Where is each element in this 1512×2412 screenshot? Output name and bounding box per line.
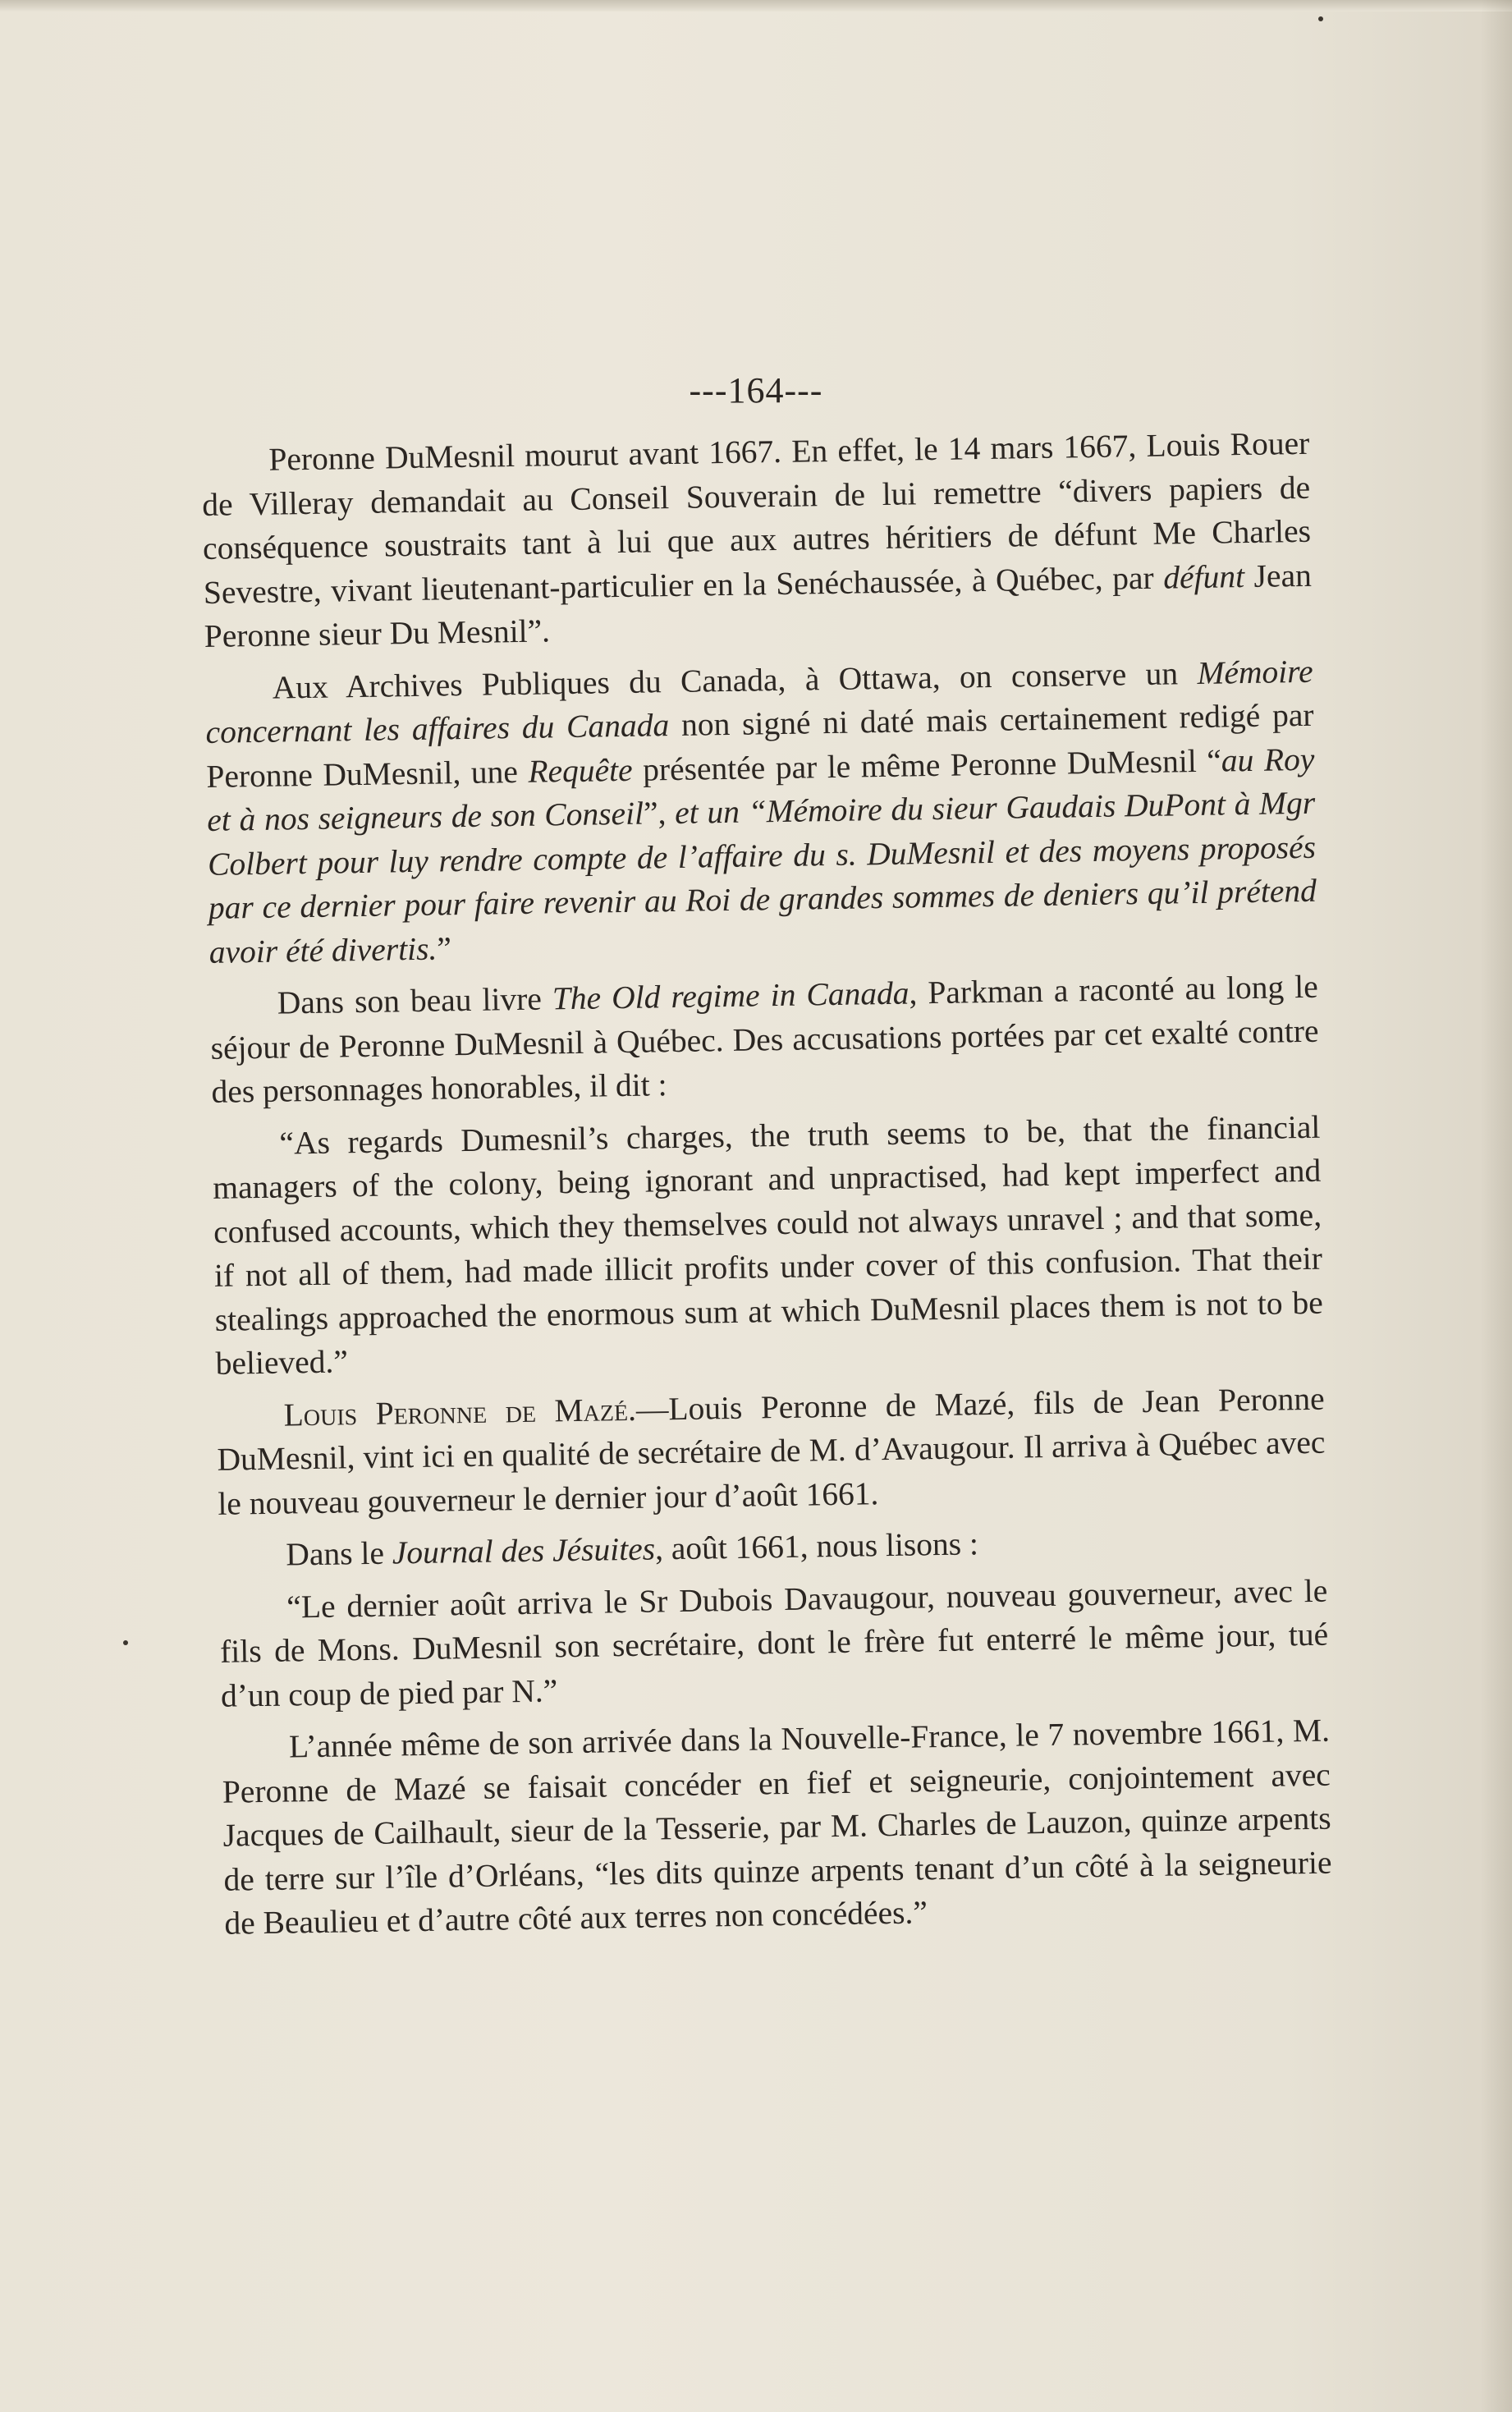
paragraph-text: ”, <box>643 794 676 832</box>
page-body <box>201 422 1333 1954</box>
ink-speck <box>1318 16 1323 21</box>
paragraph-text: Jean Peronne sieur Du Mesnil”. <box>204 557 1313 654</box>
italic-title: Requête <box>528 751 633 790</box>
paragraph-text: —Louis Peronne de Mazé, fils de Jean Peronne DuMesnil, vint ici en qualité de secrétaire de M. d’Avaugour. Il arriva à Québec avec le nouveau gouverneur le dernier jour d’août 1661. <box>217 1380 1326 1522</box>
italic-title: et un “Mémoire du sieur Gaudais DuPont à Mgr Colbert pour luy rendre compte de l’affaire du s. DuMesnil et des moyens proposés par ce dernier pour faire revenir au Roi de grandes sommes de deniers qu’il prétend avoir été divertis. <box>207 784 1317 970</box>
section-heading: Louis Peronne de Mazé. <box>283 1391 637 1433</box>
paragraph-3 <box>209 965 1319 1115</box>
italic-term: défunt <box>1162 557 1245 596</box>
paragraph-4 <box>216 1377 1326 1526</box>
quotation-parkman: “As regards Dumesnil’s charges, the truth seems to be, that the financial managers of the colony, being ignorant and unpractised, had kept imperfect and confused accounts, which they themselves could not always unravel ; and that some, if not all of them, had made illicit profits under cover of this confusion. That their stealings approached the enormous sum at which DuMesnil places them is not to be believed.” <box>212 1108 1324 1382</box>
italic-title: Mémoire concernant les affaires du Canada <box>205 653 1313 750</box>
italic-title: Journal des Jésuites <box>392 1530 656 1571</box>
paragraph-text: , Parkman a raconté au long le séjour de Peronne DuMesnil à Québec. Des accusations portées par cet exalté contre des personnages honorables, il dit : <box>210 968 1319 1110</box>
paragraph-text: Dans son beau livre <box>277 980 553 1021</box>
paragraph-6: L’année même de son arrivée dans la Nouvelle-France, le 7 novembre 1661, M. Peronne de Mazé se faisait concéder en fief et seigneurie, conjointement avec Jacques de Cailhault, sieur de la Tesserie, par M. Charles de Lauzon, quinze arpents de terre sur l’île d’Orléans, “les dits quinze arpents tenant d’un côté à la seigneurie de Beaulieu et d’autre côté aux terres non concédées.” <box>222 1712 1332 1942</box>
paragraph-text: présentée par le même Peronne DuMesnil “ <box>632 742 1222 788</box>
paragraph-text: Dans le <box>286 1534 393 1573</box>
quotation-journal: “Le dernier août arriva le Sr Dubois Davaugour, nouveau gouverneur, avec le fils de Mons. DuMesnil son secrétaire, dont le frère fut enterré le même jour, tué d’un coup de pied par N.” <box>219 1572 1329 1714</box>
ink-speck <box>123 1640 128 1645</box>
paragraph-text: Aux Archives Publiques du Canada, à Ottawa, on conserve un <box>272 654 1198 706</box>
paragraph-text: non signé ni daté mais certainement redigé par Peronne DuMesnil, une <box>206 696 1314 795</box>
paragraph-text: ” <box>436 929 452 967</box>
page-number: ---164--- <box>689 370 823 410</box>
paragraph-text: Peronne DuMesnil mourut avant 1667. En effet, le 14 mars 1667, Louis Rouer de Villeray demandait au Conseil Souverain de lui remettre “divers papiers de conséquence soustraits tant à lui que aux autres héritiers de défunt Me Charles Sevestre, vivant lieutenant-particulier en la Senéchaussée, à Québec, par <box>201 424 1312 611</box>
italic-title: The Old regime in Canada <box>552 974 909 1017</box>
italic-title: au Roy et à nos seigneurs de son Conseil <box>206 741 1315 838</box>
paragraph-5 <box>218 1517 1327 1579</box>
paragraph-2 <box>204 649 1317 974</box>
page-top-edge <box>0 0 1512 11</box>
page-right-edge-shadow <box>1481 0 1512 2412</box>
paragraph-text: , août 1661, nous lisons : <box>654 1525 979 1567</box>
paragraph-1 <box>201 422 1313 659</box>
